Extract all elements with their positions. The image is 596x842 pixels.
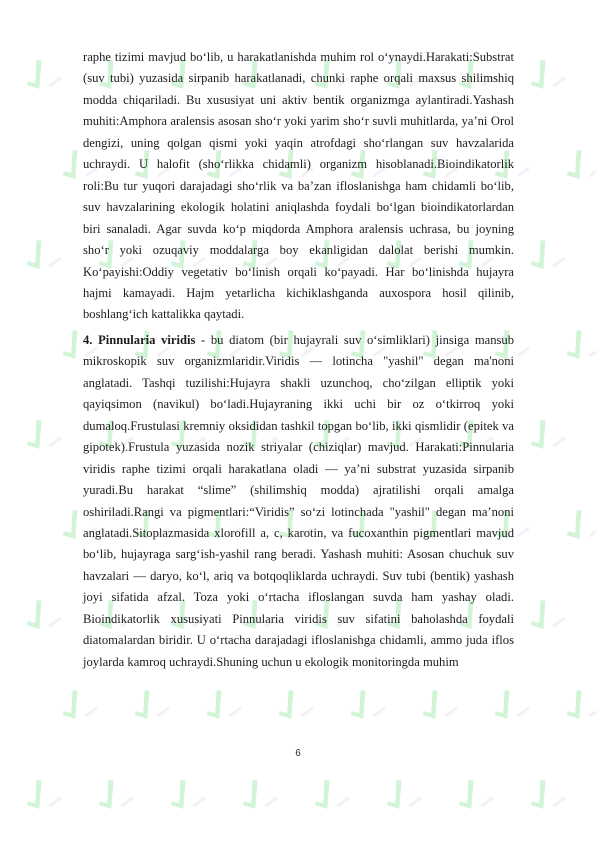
green-check-watermark-icon <box>90 775 133 818</box>
green-check-watermark-icon <box>162 775 205 818</box>
green-check-watermark-icon <box>234 775 277 818</box>
page-body <box>83 47 514 673</box>
section-body: - bu diatom (bir hujayrali suv o‘simliklari) jinsiga mansub mikroskopik suv organizmlaridir.Viridis — lotincha "yashil" degan ma'noni anglatadi. Tashqi tuzilishi:Hujayra shakli uzunchoq, cho‘zilgan elliptik yoki qayiqsimon (navikul) bo‘ladi.Hujayraning ikki uchi bir oz o‘tkirroq yoki dumaloq.Frustulasi kremniy oksididan tashkil topgan bo‘lib, ikki qismlidir (epitek va gipotek).Frustula yuzasida nozik striyalar (chiziqlar) mavjud. Harakati:Pinnularia viridis raphe tizimi orqali harakatlana oladi — ya’ni substrat yuzasida sirpanib yuradi.Bu harakat “slime” (shilimshiq modda) ajratilishi orqali amalga oshiriladi.Rangi va pigmentlari:“Viridis” so‘zi lotinchada "yashil" degan ma’noni anglatadi.Sitoplazmasida xlorofill a, c, karotin, va fucoxanthin pigmentlari mavjud bo‘lib, hujayraga sarg‘ish-yashil rang beradi. Yashash muhiti: Asosan chuchuk suv havzalari — daryo, ko‘l, ariq va botqoqliklarda uchraydi. Suv tubi (bentik) yashash joyi sifatida afzal. Toza yoki o‘rtacha ifloslangan suvda ham yashay oladi. Bioindikatorlik xususiyati Pinnularia viridis suv sifatini baholashda foydali diatomalardan biridir. U o‘rtacha darajadagi ifloslanishga chidamli, ammo juda iflos joylarda kamroq uchraydi.Shuning uchun u ekologik monitoringda muhim <box>83 332 514 669</box>
green-check-watermark-icon <box>522 55 565 98</box>
green-check-watermark-icon <box>126 685 169 728</box>
green-check-watermark-icon <box>558 145 596 188</box>
green-check-watermark-icon <box>522 595 565 638</box>
page-number: 6 <box>295 748 301 759</box>
paragraph-amphora-continued: raphe tizimi mavjud bo‘lib, u harakatlanishda muhim rol o‘ynaydi.Harakati:Substrat (suv tubi) yuzasida sirpanib harakatlanadi, chunki raphe orqali maxsus shilimshiq modda chiqariladi. Bu xususiyat uni aktiv bentik organizmga aylantiradi.Yashash muhiti:Amphora aralensis asosan sho‘r yoki yarim sho‘r suvli muhitlarda, ya’ni Orol dengizi, uning qolgan qismi yoki yaqin atrofdagi sho‘rlangan suv havzalarida uchraydi. U halofit (sho‘rlikka chidamli) organizm hisoblanadi.Bioindikatorlik roli:Bu tur yuqori darajadagi sho‘rlik va ba’zan ifloslanishga ham chidamli bo‘lib, suv havzalarining ekologik holatini aniqlashda foydali bo‘lgan bioindikatorlardan biri sanaladi. Agar suvda ko‘p miqdorda Amphora aralensis uchrasa, bu joyning sho‘r yoki ozuqaviy moddalarga boy ekanligidan dalolat berishi mumkin. Ko‘payishi:Oddiy vegetativ bo‘linish orqali ko‘payadi. Har bo‘linishda hujayra hajmi kamayadi. Hajm yetarlicha kichiklashganda auxospora hosil qilinib, boshlang‘ich kattalikka qaytadi. <box>83 50 514 322</box>
green-check-watermark-icon <box>558 325 596 368</box>
green-check-watermark-icon <box>54 685 97 728</box>
green-check-watermark-icon <box>522 235 565 278</box>
green-check-watermark-icon <box>342 685 385 728</box>
green-check-watermark-icon <box>198 685 241 728</box>
green-check-watermark-icon <box>522 415 565 458</box>
green-check-watermark-icon <box>270 685 313 728</box>
green-check-watermark-icon <box>18 55 61 98</box>
green-check-watermark-icon <box>522 775 565 818</box>
green-check-watermark-icon <box>378 775 421 818</box>
green-check-watermark-icon <box>18 235 61 278</box>
green-check-watermark-icon <box>18 415 61 458</box>
green-check-watermark-icon <box>558 685 596 728</box>
green-check-watermark-icon <box>558 505 596 548</box>
section-heading: 4. Pinnularia viridis <box>83 332 196 347</box>
green-check-watermark-icon <box>414 685 457 728</box>
green-check-watermark-icon <box>486 685 529 728</box>
paragraph-pinnularia-viridis <box>83 330 514 673</box>
green-check-watermark-icon <box>18 775 61 818</box>
green-check-watermark-icon <box>450 775 493 818</box>
green-check-watermark-icon <box>18 595 61 638</box>
green-check-watermark-icon <box>306 775 349 818</box>
